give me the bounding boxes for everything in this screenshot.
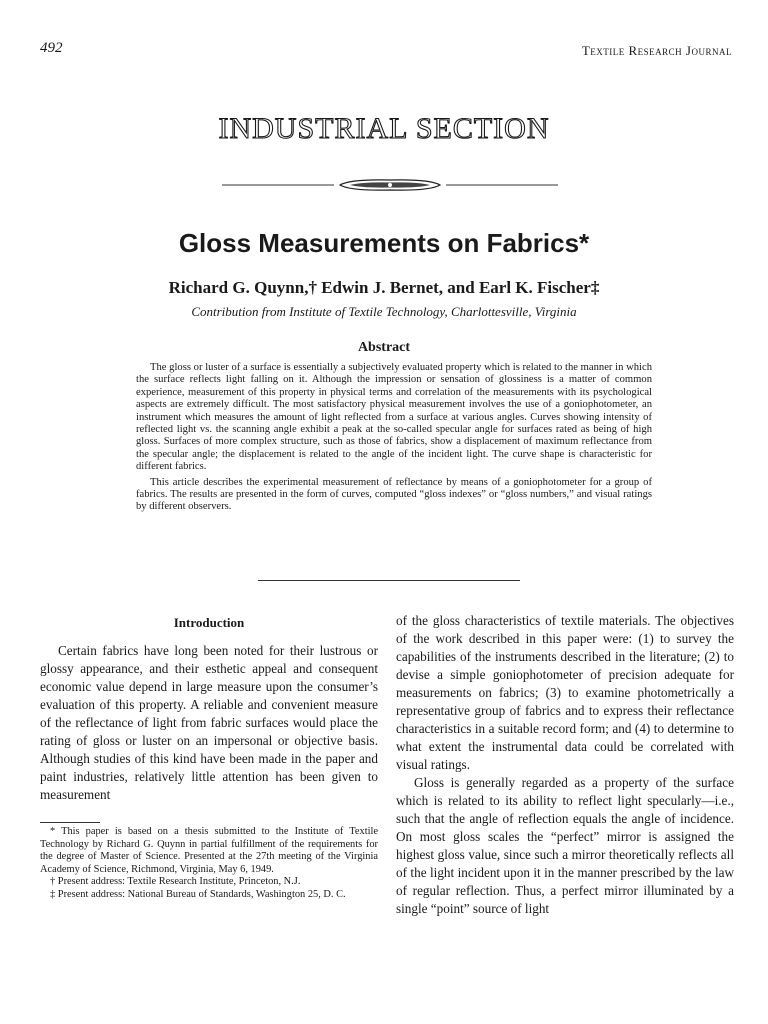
author-affiliation: Contribution from Institute of Textile Technology, Charlottesville, Virginia [191, 304, 577, 319]
footnote: ‡ Present address: National Bureau of Standards, Washington 25, D. C. [50, 888, 346, 900]
section-title: INDUSTRIAL SECTION [218, 112, 550, 145]
footnote: * This paper is based on a thesis submitted to the Institute of Textile Technology by Richard G. Quynn in partial fulfillment of the requirements for the degree of Master of Science. Presented at the 27th meeting of the Virginia Academy of Science, Richmond, Virginia, May 6, 1949. [40, 826, 378, 875]
section-ornament-icon [222, 178, 558, 192]
article-title: Gloss Measurements on Fabrics* [178, 228, 590, 258]
footnote: † Present address: Textile Research Institute, Princeton, N.J. [50, 876, 301, 888]
abstract-heading: Abstract [357, 340, 411, 355]
footnote-rule [40, 822, 100, 823]
abstract-paragraph: This article describes the experimental measurement of reflectance by means of a goniophotometer for a group of fabrics. The results are presented in the form of curves, computed “gloss indexes” or “gloss numbers,” and visual ratings by different observers. [136, 476, 652, 513]
journal-running-head: Textile Research Journal [581, 43, 732, 58]
body-paragraph: Gloss is generally regarded as a property of the surface which is related to its ability to reflect light specularly—i.e., such that the angle of reflection equals the angle of incidence. On most gloss scales the “perfect” mirror is assigned the highest gloss value, since such a mirror theoretically reflects all of the light incident upon it in the manner prescribed by the law of regular reflection. Thus, a perfect mirror illuminated by a single “point” source of light [396, 775, 734, 916]
left-column [40, 614, 378, 804]
section-divider [258, 580, 520, 581]
introduction-heading: Introduction [173, 615, 245, 630]
body-paragraph: Certain fabrics have long been noted for their lustrous or glossy appearance, and their esthetic appeal and consequent economic value depend in large measure upon the consumer’s evaluation of this property. A reliable and convenient measure of the reflectance of light from fabric surfaces would place the rating of gloss or luster on an impersonal or objective basis. Although studies of this kind have been made in the paper and paint industries, relatively little attention has been given to measurement [40, 643, 378, 802]
article-authors: Richard G. Quynn,† Edwin J. Bernet, and Earl K. Fischer‡ [168, 278, 600, 297]
abstract-paragraph: The gloss or luster of a surface is essentially a subjectively evaluated property which is related to the manner in which the surface reflects light falling on it. Although the impression or sensation of glossiness is a matter of common experience, measurement of this property in physical terms and correlation of the measurements with its psychological aspects are extremely difficult. The most satisfactory physical measurement involves the use of a goniophotometer, an instrument which measures the amount of light reflected from a surface at various angles. Curves showing intensity of reflected light vs. the scanning angle exhibit a peak at the so-called specular angle for surfaces rated as being of high gloss. Surfaces of more complex structure, such as those of fabrics, show a displacement of maximum reflectance from the specular angle; the displacement is related to the angle of the incident light. The curve shape is characteristic for different fabrics. [136, 362, 652, 473]
abstract-body [136, 362, 652, 517]
footnotes [40, 826, 378, 902]
right-column [396, 612, 734, 918]
body-paragraph: of the gloss characteristics of textile materials. The objectives of the work described in this paper were: (1) to survey the capabilities of the instruments described in the literature; (2) to devise a simple goniophotometer of precision adequate for measurements on fabrics; (3) to examine photometrically a representative group of fabrics and to express their reflectance characteristics in a suitable record form; and (4) to determine to what extent the instrumental data could be correlated with visual ratings. [396, 613, 734, 772]
page-number: 492 [40, 40, 63, 56]
